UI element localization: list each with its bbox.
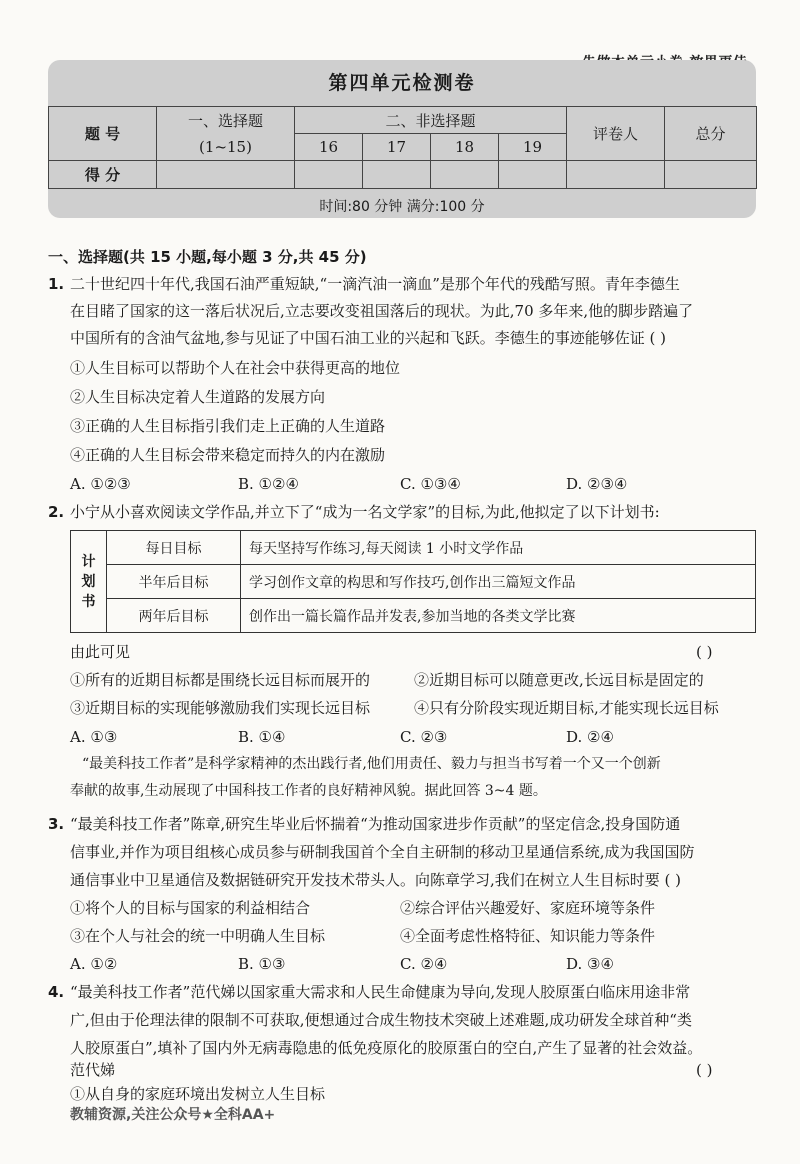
q1-option-b[interactable]: B. ①②④	[238, 475, 299, 493]
plan-side-char: 划	[81, 573, 96, 590]
score-table	[48, 106, 757, 189]
plan-label: 每日目标	[107, 531, 241, 565]
q4-stem-line: “最美科技工作者”范代娣以国家重大需求和人民生命健康为导向,发现人胶原蛋白临床用途非常	[70, 983, 691, 1001]
q2-option-c[interactable]: C. ②③	[400, 728, 448, 746]
col-q18: 18	[431, 134, 499, 161]
section1-header: 一、选择题	[157, 107, 295, 134]
exam-duration: 时间:80 分钟 满分:100 分	[319, 199, 485, 215]
score-row2-label: 得 分	[49, 161, 157, 189]
q2-lead: 由此可见	[70, 643, 131, 661]
score-cell	[431, 161, 499, 189]
plan-content: 创作出一篇长篇作品并发表,参加当地的各类文学比赛	[241, 599, 756, 633]
section2-header: 二、非选择题	[295, 107, 567, 134]
q1-statement: ①人生目标可以帮助个人在社会中获得更高的地位	[70, 359, 401, 377]
q2-option-a[interactable]: A. ①③	[70, 728, 118, 746]
section-heading: 一、选择题(共 15 小题,每小题 3 分,共 45 分)	[48, 248, 367, 266]
q1-option-d[interactable]: D. ②③④	[566, 475, 628, 493]
q3-option-b[interactable]: B. ①③	[238, 955, 286, 973]
plan-content: 学习创作文章的构思和写作技巧,创作出三篇短文作品	[241, 565, 756, 599]
col-q17: 17	[363, 134, 431, 161]
answer-blank[interactable]: ( )	[696, 1061, 713, 1079]
q2-statement: ①所有的近期目标都是围绕长远目标而展开的	[70, 671, 371, 689]
q2-statement: ④只有分阶段实现近期目标,才能实现长远目标	[414, 699, 719, 717]
q4-stem-line: 人胶原蛋白”,填补了国内外无病毒隐患的低免疫原化的胶原蛋白的空白,产生了显著的社会效益。	[70, 1039, 703, 1057]
plan-label: 半年后目标	[107, 565, 241, 599]
q2-statement: ②近期目标可以随意更改,长远目标是固定的	[414, 671, 704, 689]
q1-stem-line: 二十世纪四十年代,我国石油严重短缺,“一滴汽油一滴血”是那个年代的残酷写照。青年李德生	[70, 275, 680, 293]
q3-option-d[interactable]: D. ③④	[566, 955, 614, 973]
q3-stem-line: “最美科技工作者”陈章,研究生毕业后怀揣着“为推动国家进步作贡献”的坚定信念,投身国防通	[70, 815, 681, 833]
q3-option-c[interactable]: C. ②④	[400, 955, 448, 973]
q2-statement: ③近期目标的实现能够激励我们实现长远目标	[70, 699, 371, 717]
section1-range: (1~15)	[157, 134, 295, 161]
score-cell	[363, 161, 431, 189]
q4-stem-line: 广,但由于伦理法律的限制不可获取,便想通过合成生物技术突破上述难题,成功研发全球首种“类	[70, 1011, 692, 1029]
answer-blank[interactable]: ( )	[696, 643, 713, 661]
q3-option-a[interactable]: A. ①②	[70, 955, 118, 973]
score-cell	[567, 161, 665, 189]
q1-option-c[interactable]: C. ①③④	[400, 475, 461, 493]
total-header: 总分	[665, 107, 757, 161]
plan-content: 每天坚持写作练习,每天阅读 1 小时文学作品	[241, 531, 756, 565]
q1-statement: ④正确的人生目标会带来稳定而持久的内在激励	[70, 446, 386, 464]
q3-statement: ③在个人与社会的统一中明确人生目标	[70, 927, 326, 945]
q4-lead: 范代娣	[70, 1061, 116, 1079]
col-q19: 19	[499, 134, 567, 161]
q1-statement: ②人生目标决定着人生道路的发展方向	[70, 388, 326, 406]
question-number: 4.	[48, 983, 65, 1001]
grader-header: 评卷人	[567, 107, 665, 161]
col-q16: 16	[295, 134, 363, 161]
q4-statement: ①从自身的家庭环境出发树立人生目标	[70, 1085, 326, 1103]
question-number: 2.	[48, 503, 65, 521]
q3-statement: ④全面考虑性格特征、知识能力等条件	[400, 927, 656, 945]
watermark: 教辅资源,关注公众号★全科AA+	[70, 1107, 276, 1123]
passage-line: “最美科技工作者”是科学家精神的杰出践行者,他们用责任、毅力与担当书写着一个又一个创新	[82, 756, 661, 772]
q2-option-d[interactable]: D. ②④	[566, 728, 614, 746]
plan-table	[70, 530, 756, 633]
score-cell	[665, 161, 757, 189]
q1-option-a[interactable]: A. ①②③	[70, 475, 131, 493]
passage-line: 奉献的故事,生动展现了中国科技工作者的良好精神风貌。据此回答 3~4 题。	[70, 783, 547, 799]
question-number: 1.	[48, 275, 65, 293]
score-row-label: 题 号	[49, 107, 157, 161]
q3-statement: ①将个人的目标与国家的利益相结合	[70, 899, 311, 917]
q2-stem: 小宁从小喜欢阅读文学作品,并立下了“成为一名文学家”的目标,为此,他拟定了以下计划书:	[70, 503, 660, 521]
q1-statement: ③正确的人生目标指引我们走上正确的人生道路	[70, 417, 386, 435]
q1-stem-line: 在目睹了国家的这一落后状况后,立志要改变祖国落后的现状。为此,70 多年来,他的脚步踏遍了	[70, 302, 694, 320]
plan-side-label	[71, 531, 107, 633]
q1-stem-line: 中国所有的含油气盆地,参与见证了中国石油工业的兴起和飞跃。李德生的事迹能够佐证 ( )	[70, 329, 667, 347]
question-number: 3.	[48, 815, 65, 833]
q2-option-b[interactable]: B. ①④	[238, 728, 286, 746]
q3-stem-line: 信事业,并作为项目组核心成员参与研制我国首个全自主研制的移动卫星通信系统,成为我国国防	[70, 843, 695, 861]
score-cell	[499, 161, 567, 189]
page-title: 第四单元检测卷	[328, 72, 476, 94]
plan-side-char: 计	[81, 553, 96, 570]
q3-stem-line: 通信事业中卫星通信及数据链研究开发技术带头人。向陈章学习,我们在树立人生目标时要 ( )	[70, 871, 682, 889]
plan-side-char: 书	[81, 593, 96, 610]
score-cell	[295, 161, 363, 189]
q3-statement: ②综合评估兴趣爱好、家庭环境等条件	[400, 899, 656, 917]
plan-label: 两年后目标	[107, 599, 241, 633]
score-cell	[157, 161, 295, 189]
